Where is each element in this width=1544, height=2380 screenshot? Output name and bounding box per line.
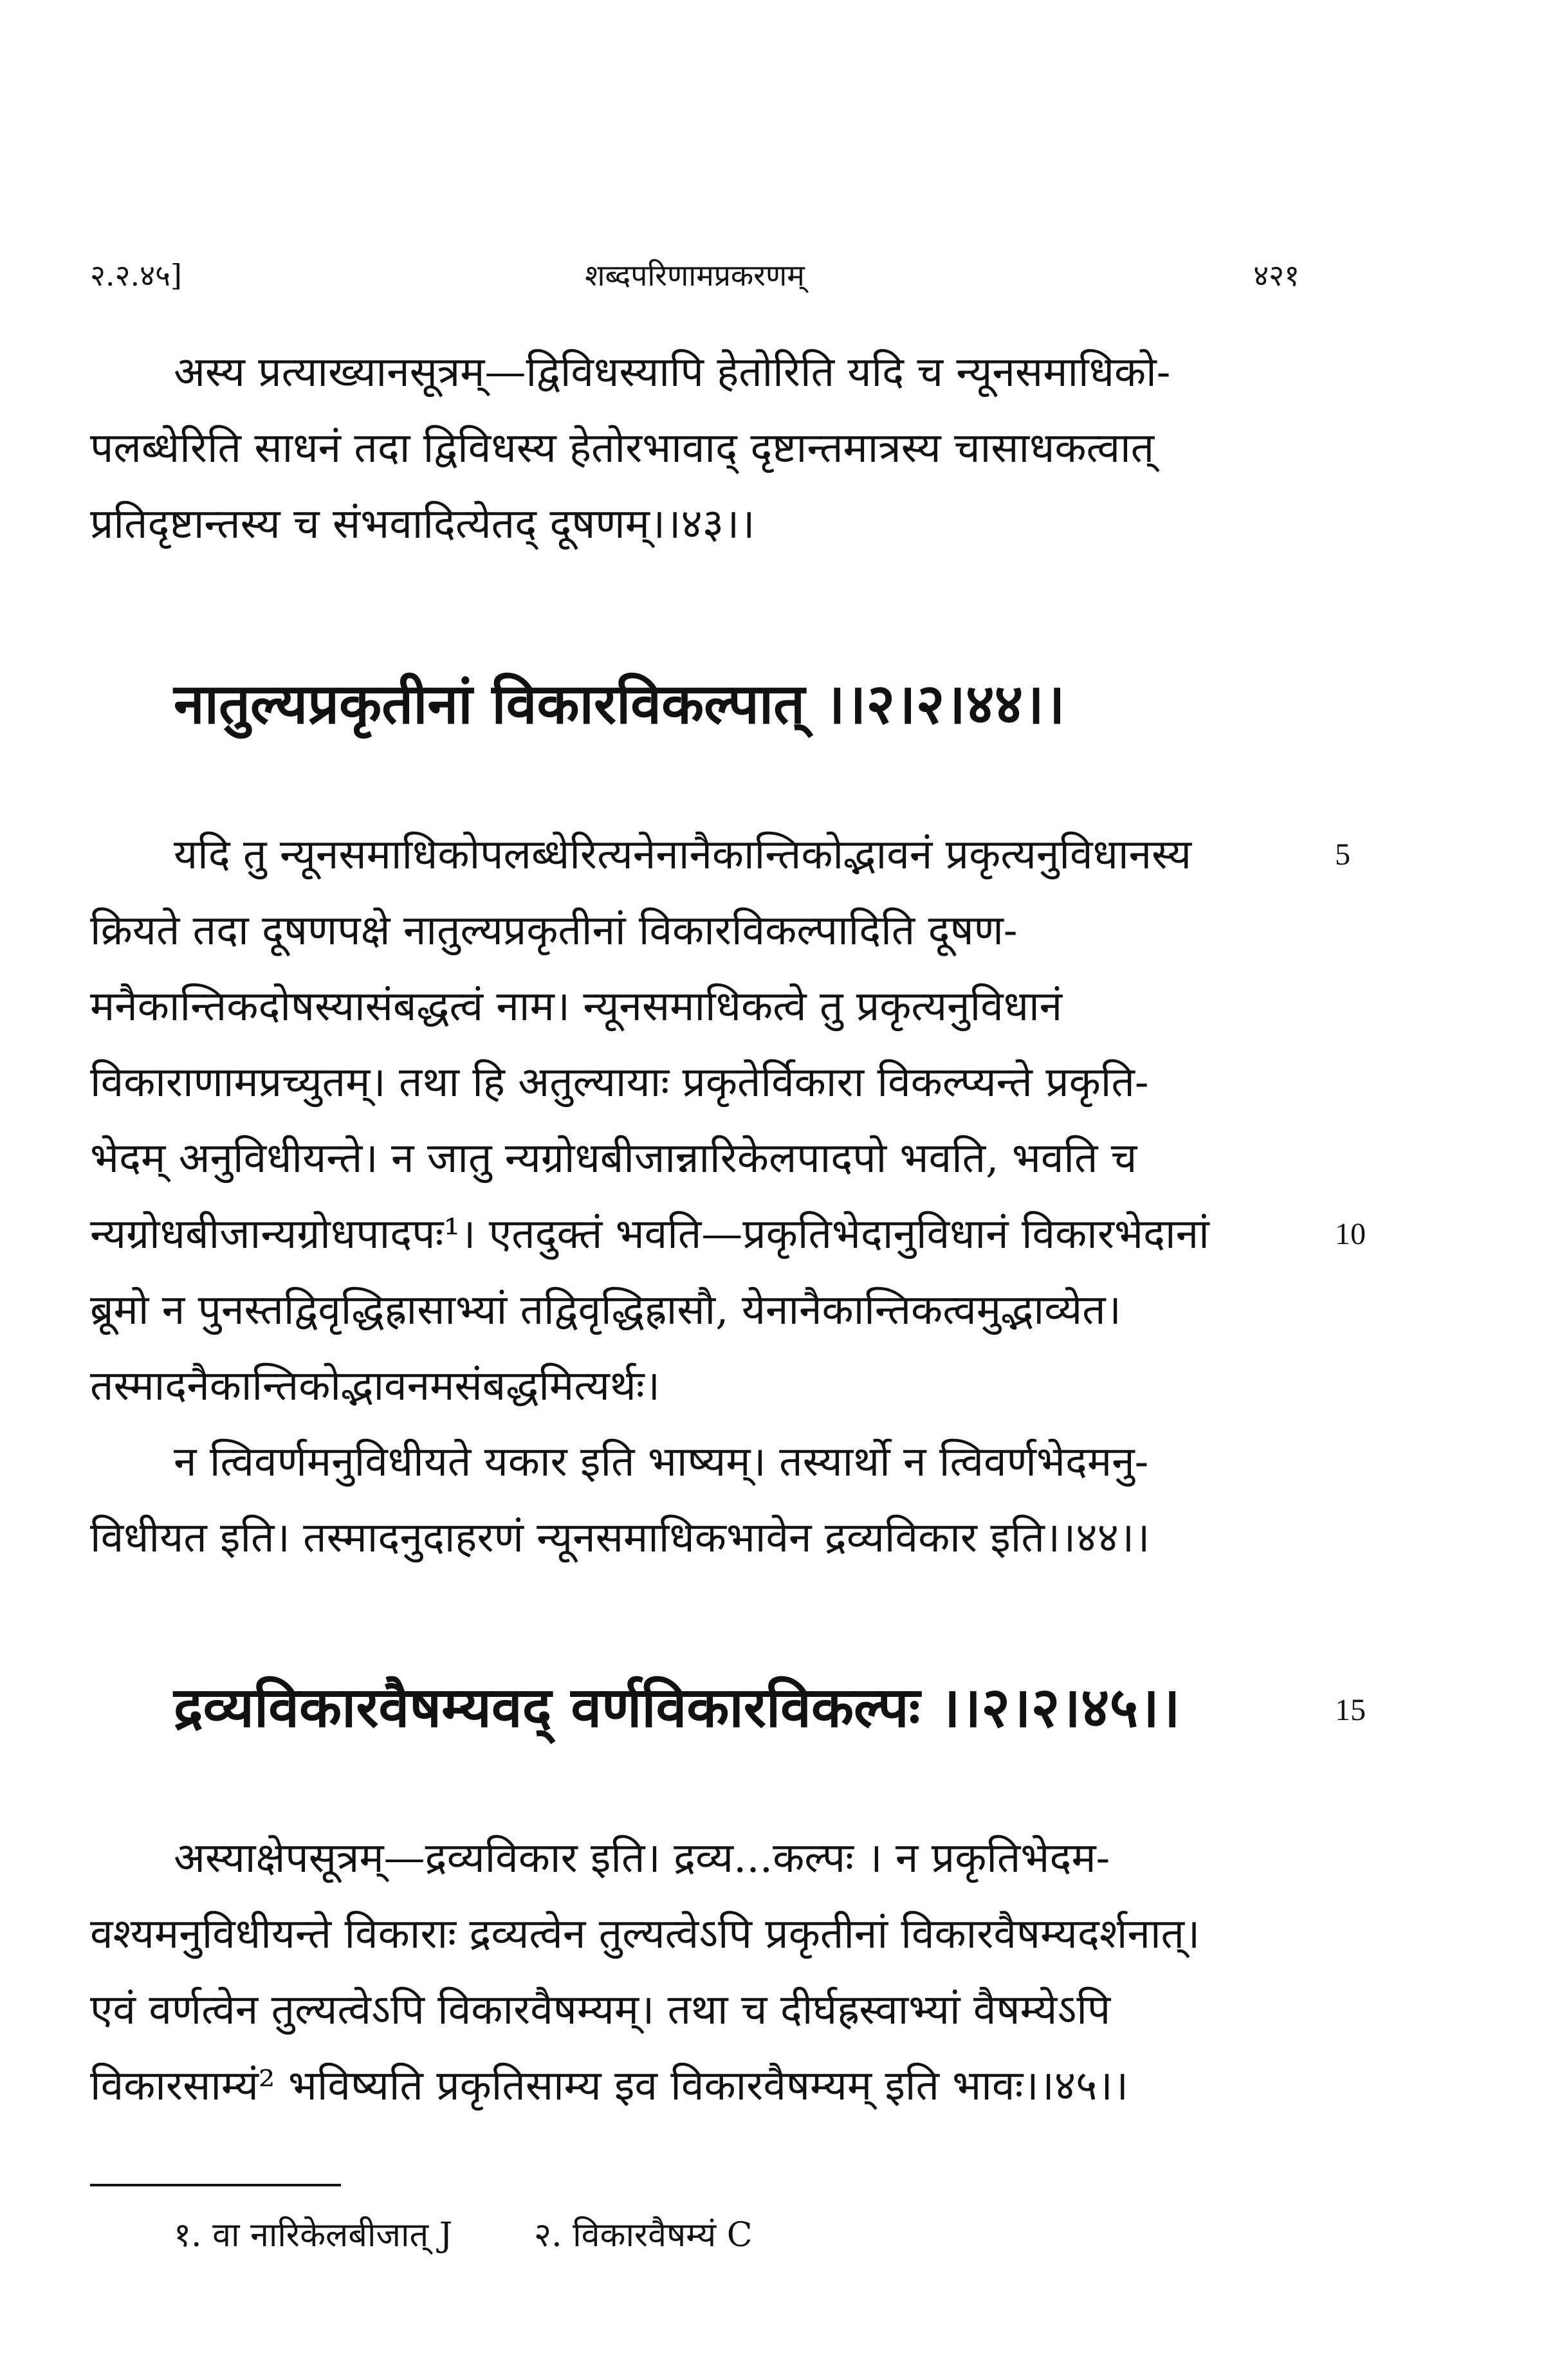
paragraph-44-commentary	[90, 817, 1300, 1424]
text-line: अस्याक्षेपसूत्रम्—द्रव्यविकार इति। द्रव्य...कल्पः । न प्रकृतिभेदम-	[174, 1835, 1110, 1882]
text-line: ब्रूमो न पुनस्तद्विवृद्धिह्रासाभ्यां तद्विवृद्धिह्रासौ, येनानैकान्तिकत्वमुद्भाव्येत।	[90, 1286, 1121, 1334]
footnotes	[174, 2200, 1267, 2271]
sutra-heading-45: द्रव्यविकारवैषम्यवद् वर्णविकारविकल्पः ।।२।२।४५।।	[174, 1675, 1181, 1740]
running-head	[90, 250, 1300, 301]
section-reference: २.२.४५]	[90, 258, 182, 293]
footnote-2: २. विकारवैषम्यं C	[534, 2216, 753, 2255]
text-line: प्रतिदृष्टान्तस्य च संभवादित्येतद् दूषणम्।।४३।।	[90, 500, 755, 548]
sutra-heading-44: नातुल्यप्रकृतीनां विकारविकल्पात् ।।२।२।४४।।	[174, 672, 1065, 737]
chapter-title: शब्दपरिणामप्रकरणम्	[585, 258, 805, 293]
text-line: विकाराणामप्रच्युतम्। तथा हि अतुल्यायाः प्रकृतेर्विकारा विकल्प्यन्ते प्रकृति-	[90, 1059, 1149, 1106]
footnote-1: १. वा नारिकेलबीजात् J	[174, 2216, 453, 2255]
text-line: एवं वर्णत्वेन तुल्यत्वेऽपि विकारवैषम्यम्। तथा च दीर्घह्रस्वाभ्यां वैषम्येऽपि	[90, 1986, 1111, 2034]
page-number: ४२१	[1253, 258, 1300, 293]
text-line: मनैकान्तिकदोषस्यासंबद्धत्वं नाम। न्यूनसमाधिकत्वे तु प्रकृत्यनुविधानं	[90, 983, 1063, 1030]
text-line: न त्विवर्णमनुविधीयते यकार इति भाष्यम्। तस्यार्थो न त्विवर्णभेदमनु-	[174, 1438, 1149, 1486]
paragraph-43-commentary	[90, 334, 1300, 562]
text-line: विधीयत इति। तस्मादनुदाहरणं न्यूनसमाधिकभावेन द्रव्यविकार इति।।४४।।	[90, 1514, 1150, 1562]
paragraph-45-commentary	[90, 1820, 1300, 2124]
text-line: भेदम् अनुविधीयन्ते। न जातु न्यग्रोधबीजान्नारिकेलपादपो भवति, भवति च	[90, 1135, 1137, 1182]
footnote-rule	[90, 2184, 341, 2186]
text-line: वश्यमनुविधीयन्ते विकाराः द्रव्यत्वेन तुल्यत्वेऽपि प्रकृतीनां विकारवैषम्यदर्शनात्।	[90, 1910, 1200, 1958]
line-number: 10	[1335, 1217, 1366, 1251]
line-number: 5	[1335, 838, 1350, 872]
text-line: विकारसाम्यं² भविष्यति प्रकृतिसाम्य इव विकारवैषम्यम् इति भावः।।४५।।	[90, 2062, 1128, 2110]
line-number: 15	[1335, 1693, 1366, 1727]
text-line: पलब्धेरिति साधनं तदा द्विविधस्य हेतोरभावाद् दृष्टान्तमात्रस्य चासाधकत्वात्	[90, 425, 1155, 472]
text-line: अस्य प्रत्याख्यानसूत्रम्—द्विविधस्यापि हेतोरिति यदि च न्यूनसमाधिको-	[174, 349, 1171, 396]
paragraph-44-bhashya	[90, 1424, 1300, 1576]
text-line: तस्मादनैकान्तिकोद्भावनमसंबद्धमित्यर्थः।	[90, 1362, 660, 1410]
text-line: क्रियते तदा दूषणपक्षे नातुल्यप्रकृतीनां विकारविकल्पादिति दूषण-	[90, 907, 1018, 955]
text-line: यदि तु न्यूनसमाधिकोपलब्धेरित्यनेनानैकान्तिकोद्भावनं प्रकृत्यनुविधानस्य	[174, 831, 1192, 879]
text-line: न्यग्रोधबीजान्यग्रोधपादपः¹। एतदुक्तं भवति—प्रकृतिभेदानुविधानं विकारभेदानां	[90, 1211, 1209, 1258]
